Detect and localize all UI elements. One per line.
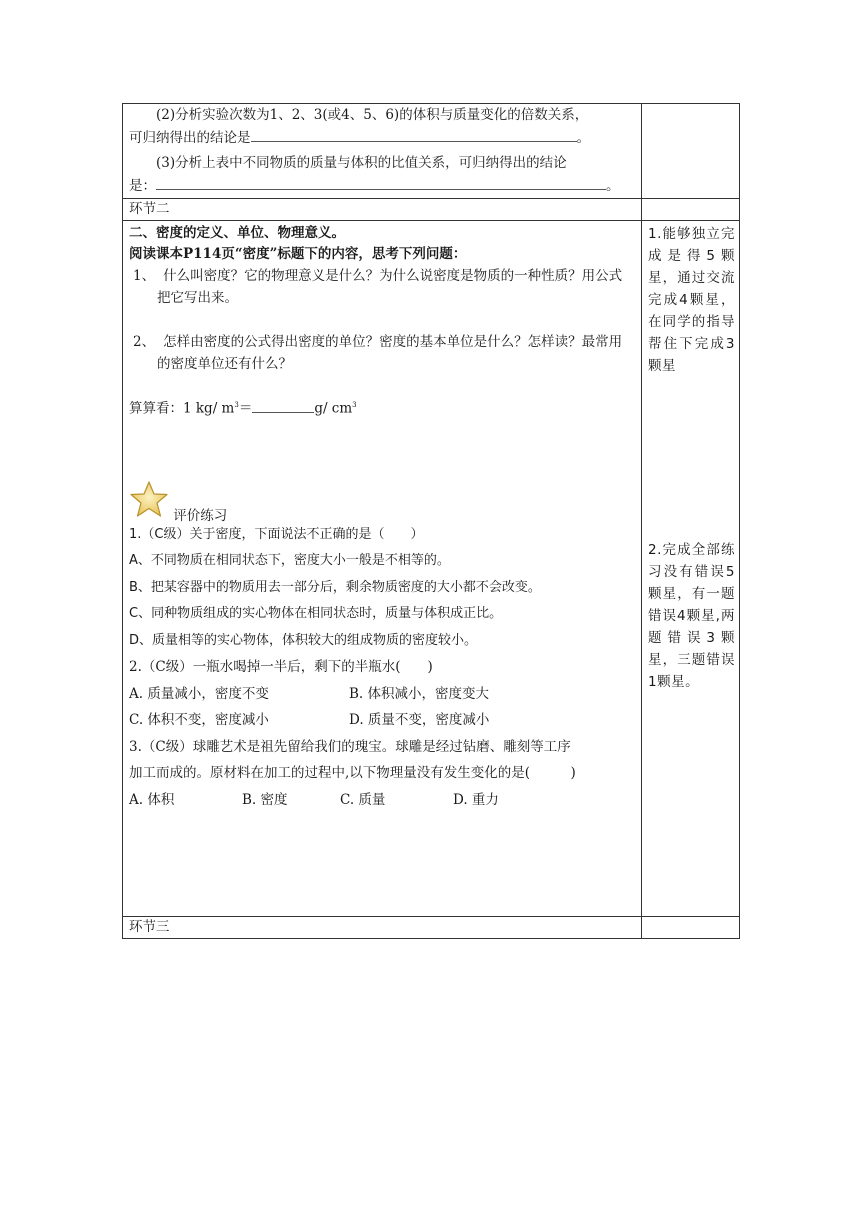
exercise-2-option-b: B. 体积减小，密度变大 [349, 685, 490, 702]
scoring-note-1: 1.能够独立完成是得5颗星，通过交流完成4颗星，在同学的指导帮住下完成3颗星 [648, 226, 735, 374]
exercise-block [129, 522, 635, 814]
calc-exponent-2: 3 [352, 401, 357, 409]
table-row [123, 221, 740, 917]
exercise-2-option-c: C. 体积不变，密度减小 [129, 712, 269, 728]
exercise-3-line-2: 加工而成的。原材料在加工的过程中,以下物理量没有发生变化的是( ) [129, 765, 576, 781]
scoring-note-2: 2.完成全部练习没有错误5颗星，有一题错误4颗星,两题错误3颗星，三题错误1颗星。 [648, 542, 735, 690]
exercise-2: 2.（C级）一瓶水喝掉一半后，剩下的半瓶水( ) [129, 659, 433, 675]
analysis-line-2-text: 可归纳得出的结论是 [129, 130, 251, 146]
analysis-line-4 [129, 174, 635, 197]
table-row [123, 199, 740, 221]
calc-unit: g/ cm [314, 400, 353, 417]
question-1-text: 什么叫密度？它的物理意义是什么？为什么说密度是物质的一种性质？用公式把它写出来。 [157, 268, 623, 306]
conversion-blank[interactable] [252, 397, 314, 413]
analysis-line-2-end: 。 [576, 130, 590, 146]
analysis-line-3: (3)分析上表中不同物质的质量与体积的比值关系，可归纳得出的结论 [156, 155, 567, 171]
exercise-2-options-row-2 [129, 707, 635, 734]
table-row [123, 104, 740, 199]
exercise-3-option-b: B. 密度 [242, 791, 288, 808]
section-heading: 二、密度的定义、单位、物理意义。 [129, 225, 345, 241]
evaluation-title: 评价练习 [173, 507, 228, 524]
section-label-cell [123, 917, 642, 939]
analysis-line-2 [129, 126, 635, 149]
calc-prefix: 算算看：1 kg/ m [129, 400, 235, 417]
calc-equals: ＝ [238, 400, 253, 417]
answer-blank-2[interactable] [156, 174, 606, 190]
table-row [123, 917, 740, 939]
side-cell-empty [642, 104, 740, 199]
exercise-3-option-c: C. 质量 [340, 791, 386, 808]
main-content-cell [123, 221, 642, 917]
exercise-2-option-a: A. 质量减小，密度不变 [129, 685, 269, 702]
exercise-3-options [129, 787, 635, 814]
exercise-3-line-1: 3.（C级）球雕艺术是祖先留给我们的瑰宝。球雕是经过钻磨、雕刻等工序 [129, 738, 571, 755]
exercise-2-options-row-1 [129, 681, 635, 708]
exercise-3-option-a: A. 体积 [129, 791, 175, 808]
evaluation-header [129, 480, 635, 524]
analysis-line-4-text: 是： [129, 178, 156, 194]
section-label-3: 环节三 [129, 919, 170, 935]
side-cell-empty [642, 199, 740, 221]
exercise-2-option-d: D. 质量不变，密度减小 [349, 712, 490, 728]
section-label-2: 环节二 [129, 201, 170, 217]
exercise-1: 1.（C级）关于密度，下面说法不正确的是（ ） [129, 526, 424, 542]
exercise-1-option-c: C、同种物质组成的实心物体在相同状态时，质量与体积成正比。 [129, 606, 503, 621]
question-1-number: 1、 [133, 268, 156, 284]
analysis-line-4-end: 。 [606, 178, 620, 194]
analysis-line-1: (2)分析实验次数为1、2、3(或4、5、6)的体积与质量变化的倍数关系， [156, 107, 589, 123]
answer-blank-1[interactable] [251, 126, 577, 142]
lesson-table [122, 103, 740, 939]
section-label-cell [123, 199, 642, 221]
exercise-1-option-b: B、把某容器中的物质用去一部分后，剩余物质密度的大小都不会改变。 [129, 579, 541, 595]
analysis-cell [123, 104, 642, 199]
exercise-1-option-a: A、不同物质在相同状态下，密度大小一般是不相等的。 [129, 553, 450, 568]
calc-exponent-1: 3 [234, 401, 239, 409]
reading-instruction: 阅读课本P114页“密度”标题下的内容，思考下列问题： [129, 246, 467, 262]
question-2-text: 怎样由密度的公式得出密度的单位？密度的基本单位是什么？怎样读？最常用的密度单位还有什么？ [157, 334, 623, 372]
exercise-3-option-d: D. 重力 [453, 791, 499, 808]
question-2 [129, 331, 635, 375]
star-icon [129, 480, 169, 525]
unit-conversion [129, 395, 635, 420]
side-cell-empty [642, 917, 740, 939]
question-2-number: 2、 [133, 334, 156, 350]
exercise-1-option-d: D、质量相等的实心物体，体积较大的组成物质的密度较小。 [129, 632, 478, 648]
scoring-cell [642, 221, 740, 917]
question-1 [129, 265, 635, 309]
